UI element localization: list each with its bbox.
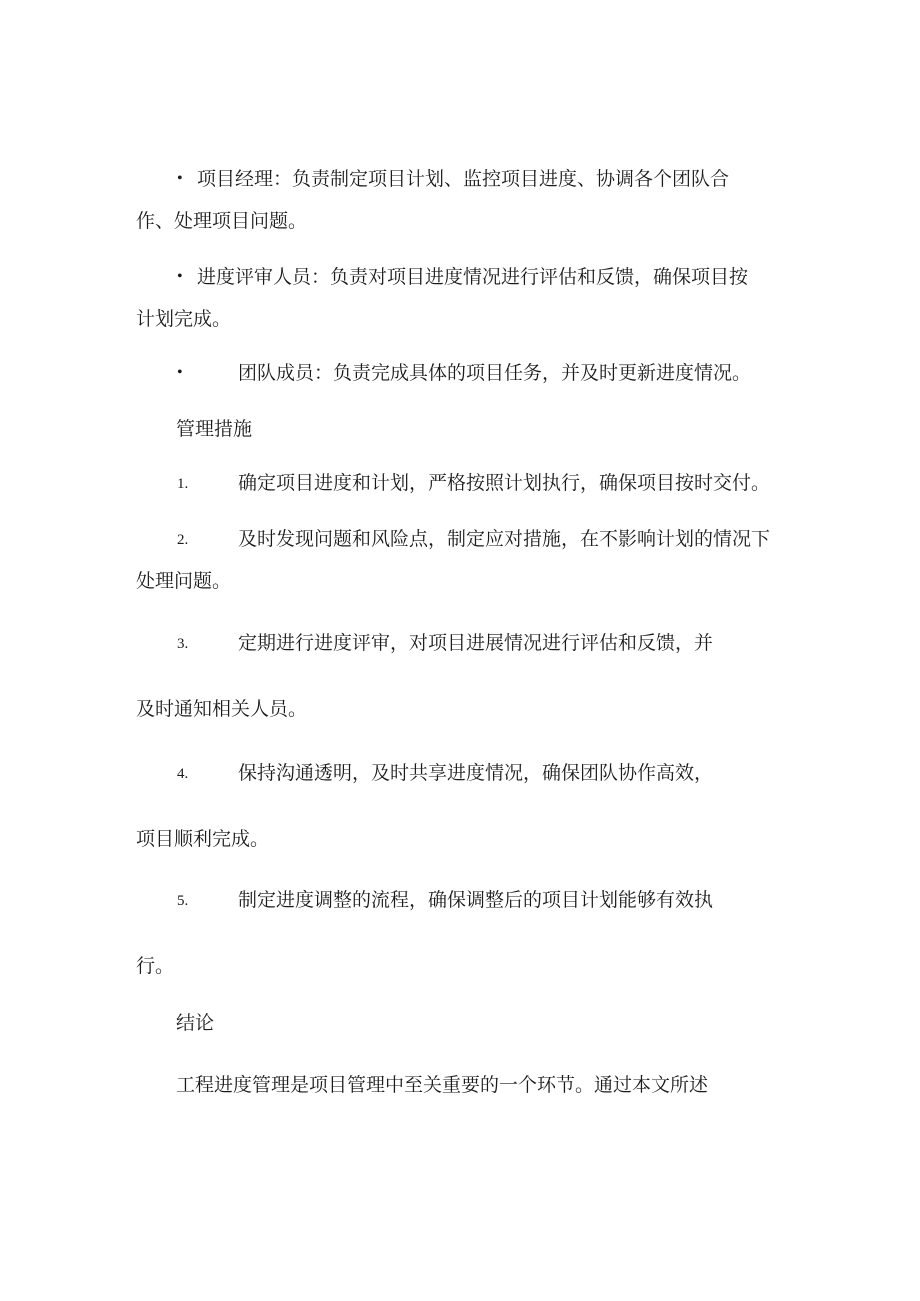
bullet-marker: • (177, 268, 183, 285)
bullet-marker: • (177, 170, 183, 187)
measure-text-1: 确定项目进度和计划，严格按照计划执行，确保项目按时交付。 (238, 472, 771, 494)
measure-text-3-cont: 及时通知相关人员。 (136, 698, 308, 720)
measure-text-4: 保持沟通透明，及时共享进度情况，确保团队协作高效， (238, 762, 714, 784)
list-number: 4. (177, 766, 189, 782)
list-number: 5. (177, 893, 189, 909)
measure-text-5: 制定进度调整的流程，确保调整后的项目计划能够有效执 (238, 889, 714, 911)
list-number: 3. (177, 636, 189, 652)
bullet-text-progress-reviewer: 进度评审人员：负责对项目进度情况进行评估和反馈，确保项目按 (197, 266, 749, 288)
list-number: 2. (177, 532, 189, 548)
bullet-text-team-member: 团队成员：负责完成具体的项目任务，并及时更新进度情况。 (238, 362, 752, 384)
measure-text-3: 定期进行进度评审，对项目进展情况进行评估和反馈，并 (238, 632, 714, 654)
section-heading-conclusion: 结论 (176, 1012, 215, 1034)
bullet-text-progress-reviewer-cont: 计划完成。 (136, 308, 232, 330)
measure-text-4-cont: 项目顺利完成。 (136, 828, 270, 850)
bullet-text-project-manager-cont: 作、处理项目问题。 (136, 210, 308, 232)
measure-text-2-cont: 处理问题。 (136, 570, 232, 592)
measure-text-2: 及时发现问题和风险点，制定应对措施，在不影响计划的情况下 (238, 528, 771, 550)
bullet-text-project-manager: 项目经理：负责制定项目计划、监控项目进度、协调各个团队合 (197, 168, 730, 190)
bullet-marker: • (177, 364, 183, 381)
list-number: 1. (177, 476, 189, 492)
section-heading-measures: 管理措施 (176, 418, 253, 440)
measure-text-5-cont: 行。 (136, 955, 175, 977)
conclusion-paragraph: 工程进度管理是项目管理中至关重要的一个环节。通过本文所述 (176, 1074, 709, 1096)
